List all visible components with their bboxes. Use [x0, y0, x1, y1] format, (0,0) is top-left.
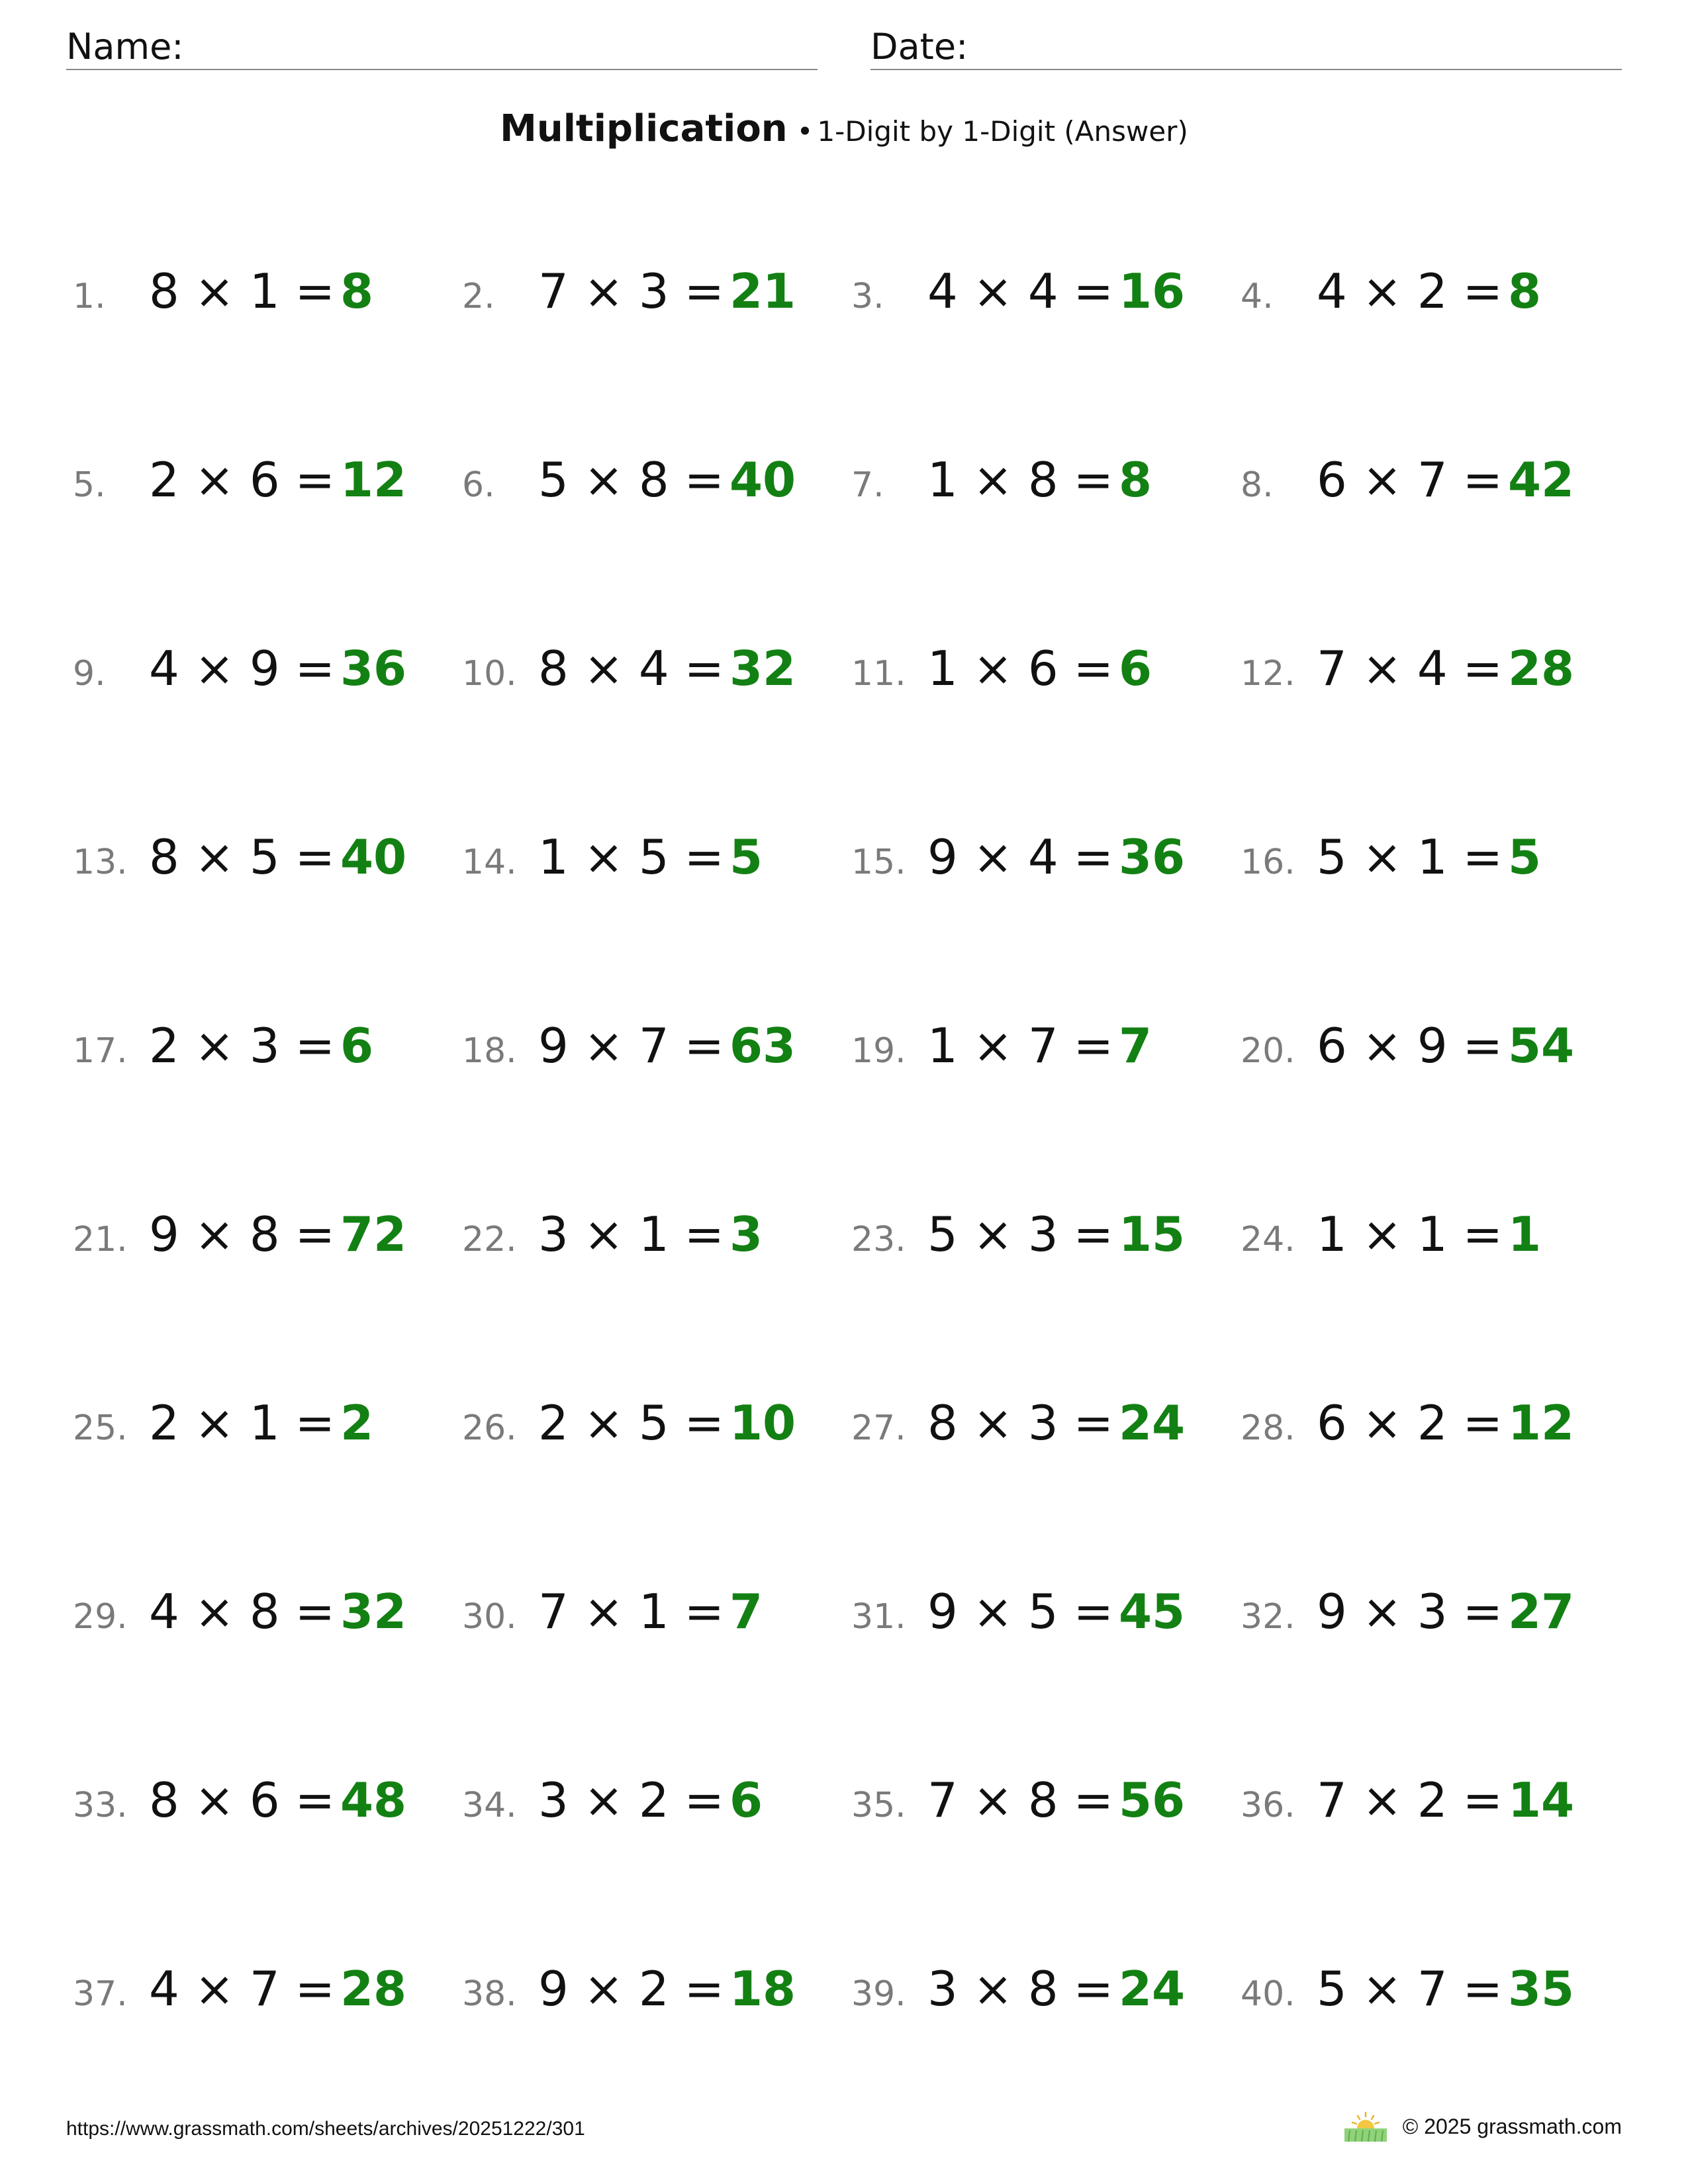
problem-number: 4.	[1241, 277, 1274, 316]
problem-number: 27.	[851, 1408, 906, 1448]
problem-number: 10.	[462, 654, 517, 694]
problem-item	[73, 1949, 462, 2138]
problem-answer: 54	[1507, 1018, 1575, 1073]
problem-expression: 5 × 7 =	[1317, 1961, 1503, 2017]
problem-answer: 28	[1507, 641, 1575, 696]
problem-answer: 8	[1507, 263, 1542, 319]
problem-number: 11.	[851, 654, 906, 694]
problem-item	[1241, 440, 1622, 629]
problem-item	[1241, 1383, 1622, 1572]
problem-answer: 40	[340, 829, 407, 885]
problem-answer: 12	[340, 452, 407, 508]
problem-expression: 9 × 2 =	[538, 1961, 724, 2017]
problem-number: 3.	[851, 277, 884, 316]
problem-answer: 27	[1507, 1584, 1575, 1639]
problem-item	[73, 1195, 462, 1383]
problem-expression: 7 × 3 =	[538, 263, 724, 319]
problem-answer: 40	[729, 452, 796, 508]
problem-number: 25.	[73, 1408, 128, 1448]
problem-expression: 7 × 1 =	[538, 1584, 724, 1639]
problem-answer: 32	[729, 641, 796, 696]
problem-expression: 7 × 8 =	[927, 1772, 1113, 1828]
problem-expression: 9 × 8 =	[149, 1206, 335, 1262]
problem-answer: 35	[1507, 1961, 1575, 2017]
problem-expression: 6 × 7 =	[1317, 452, 1503, 508]
problem-item	[1241, 629, 1622, 817]
problem-item	[1241, 251, 1622, 440]
problem-answer: 56	[1118, 1772, 1186, 1828]
problem-answer: 5	[729, 829, 763, 885]
problem-answer: 45	[1118, 1584, 1186, 1639]
worksheet-title	[0, 106, 1688, 155]
name-label: Name:	[66, 26, 184, 68]
problem-answer: 6	[340, 1018, 374, 1073]
title-main: Multiplication	[500, 107, 788, 150]
problem-expression: 9 × 5 =	[927, 1584, 1113, 1639]
problem-item	[462, 1006, 851, 1195]
problem-number: 39.	[851, 1974, 906, 2014]
problem-item	[462, 1760, 851, 1949]
problem-answer: 24	[1118, 1395, 1186, 1451]
problem-item	[462, 1572, 851, 1760]
problem-answer: 72	[340, 1206, 407, 1262]
problem-answer: 32	[340, 1584, 407, 1639]
problem-item	[462, 251, 851, 440]
name-field[interactable]	[66, 25, 818, 70]
problem-expression: 8 × 1 =	[149, 263, 335, 319]
problem-item	[851, 1760, 1241, 1949]
problem-item	[462, 1195, 851, 1383]
problem-answer: 15	[1118, 1206, 1186, 1262]
problem-number: 35.	[851, 1786, 906, 1825]
problem-number: 13.	[73, 842, 128, 882]
problem-expression: 5 × 8 =	[538, 452, 724, 508]
problem-item	[851, 1949, 1241, 2138]
problem-item	[851, 251, 1241, 440]
problem-expression: 1 × 1 =	[1317, 1206, 1503, 1262]
title-subtitle: 1-Digit by 1-Digit (Answer)	[817, 115, 1188, 148]
problem-answer: 63	[729, 1018, 796, 1073]
problem-item	[73, 629, 462, 817]
problem-answer: 8	[1118, 452, 1152, 508]
problem-item	[851, 440, 1241, 629]
sun-over-grass-icon	[1343, 2110, 1388, 2143]
problem-expression: 1 × 5 =	[538, 829, 724, 885]
problem-number: 2.	[462, 277, 495, 316]
problem-answer: 2	[340, 1395, 374, 1451]
problem-answer: 24	[1118, 1961, 1186, 2017]
problem-item	[462, 817, 851, 1006]
problem-expression: 1 × 7 =	[927, 1018, 1113, 1073]
problem-expression: 2 × 6 =	[149, 452, 335, 508]
problem-answer: 7	[729, 1584, 763, 1639]
problem-number: 34.	[462, 1786, 517, 1825]
problem-expression: 9 × 4 =	[927, 829, 1113, 885]
problem-number: 8.	[1241, 465, 1274, 505]
problem-item	[851, 1383, 1241, 1572]
problem-expression: 7 × 4 =	[1317, 641, 1503, 696]
problem-item	[1241, 1760, 1622, 1949]
problem-item	[73, 1572, 462, 1760]
problem-expression: 5 × 1 =	[1317, 829, 1503, 885]
footer-url: https://www.grassmath.com/sheets/archives/20251222/301	[66, 2118, 585, 2140]
problem-item	[462, 440, 851, 629]
problem-expression: 6 × 2 =	[1317, 1395, 1503, 1451]
problem-answer: 21	[729, 263, 796, 319]
problem-expression: 3 × 1 =	[538, 1206, 724, 1262]
problem-item	[73, 1760, 462, 1949]
problem-expression: 4 × 7 =	[149, 1961, 335, 2017]
problem-number: 12.	[1241, 654, 1295, 694]
problem-item	[851, 1006, 1241, 1195]
problem-item	[851, 817, 1241, 1006]
problem-answer: 12	[1507, 1395, 1575, 1451]
date-label: Date:	[870, 26, 968, 68]
problem-answer: 6	[1118, 641, 1152, 696]
problem-number: 32.	[1241, 1597, 1295, 1637]
problem-number: 1.	[73, 277, 106, 316]
problem-number: 7.	[851, 465, 884, 505]
problem-number: 23.	[851, 1220, 906, 1259]
problem-item	[1241, 1572, 1622, 1760]
problem-answer: 7	[1118, 1018, 1152, 1073]
problem-expression: 7 × 2 =	[1317, 1772, 1503, 1828]
problem-answer: 8	[340, 263, 374, 319]
title-separator: •	[796, 115, 814, 148]
problem-answer: 14	[1507, 1772, 1575, 1828]
problem-number: 6.	[462, 465, 495, 505]
problem-expression: 1 × 6 =	[927, 641, 1113, 696]
problem-answer: 16	[1118, 263, 1186, 319]
problem-item	[73, 817, 462, 1006]
problem-item	[73, 251, 462, 440]
problem-expression: 4 × 9 =	[149, 641, 335, 696]
problem-item	[462, 1949, 851, 2138]
problem-number: 30.	[462, 1597, 517, 1637]
problem-answer: 42	[1507, 452, 1575, 508]
problem-number: 9.	[73, 654, 106, 694]
problem-expression: 8 × 4 =	[538, 641, 724, 696]
problem-expression: 3 × 8 =	[927, 1961, 1113, 2017]
problem-expression: 2 × 1 =	[149, 1395, 335, 1451]
problem-answer: 6	[729, 1772, 763, 1828]
problem-item	[462, 1383, 851, 1572]
problem-grid	[73, 251, 1622, 2138]
problem-expression: 2 × 3 =	[149, 1018, 335, 1073]
problem-number: 29.	[73, 1597, 128, 1637]
problem-answer: 5	[1507, 829, 1542, 885]
problem-answer: 1	[1507, 1206, 1542, 1262]
problem-number: 17.	[73, 1031, 128, 1071]
problem-expression: 9 × 3 =	[1317, 1584, 1503, 1639]
problem-expression: 9 × 7 =	[538, 1018, 724, 1073]
problem-item	[1241, 1006, 1622, 1195]
problem-number: 33.	[73, 1786, 128, 1825]
problem-number: 5.	[73, 465, 106, 505]
problem-number: 38.	[462, 1974, 517, 2014]
problem-answer: 28	[340, 1961, 407, 2017]
problem-number: 24.	[1241, 1220, 1295, 1259]
problem-expression: 3 × 2 =	[538, 1772, 724, 1828]
problem-expression: 6 × 9 =	[1317, 1018, 1503, 1073]
problem-number: 26.	[462, 1408, 517, 1448]
problem-number: 36.	[1241, 1786, 1295, 1825]
problem-number: 14.	[462, 842, 517, 882]
problem-number: 40.	[1241, 1974, 1295, 2014]
problem-item	[73, 440, 462, 629]
problem-answer: 36	[1118, 829, 1186, 885]
problem-expression: 8 × 6 =	[149, 1772, 335, 1828]
problem-expression: 4 × 4 =	[927, 263, 1113, 319]
problem-expression: 1 × 8 =	[927, 452, 1113, 508]
problem-answer: 10	[729, 1395, 796, 1451]
footer-brand	[1343, 2110, 1622, 2143]
problem-expression: 8 × 3 =	[927, 1395, 1113, 1451]
problem-answer: 36	[340, 641, 407, 696]
problem-number: 22.	[462, 1220, 517, 1259]
problem-number: 21.	[73, 1220, 128, 1259]
problem-expression: 4 × 8 =	[149, 1584, 335, 1639]
problem-answer: 18	[729, 1961, 796, 2017]
problem-item	[462, 629, 851, 817]
problem-item	[851, 629, 1241, 817]
problem-item	[851, 1572, 1241, 1760]
problem-answer: 3	[729, 1206, 763, 1262]
problem-number: 28.	[1241, 1408, 1295, 1448]
problem-expression: 2 × 5 =	[538, 1395, 724, 1451]
problem-answer: 48	[340, 1772, 407, 1828]
problem-number: 19.	[851, 1031, 906, 1071]
problem-number: 18.	[462, 1031, 517, 1071]
problem-item	[1241, 1195, 1622, 1383]
problem-number: 15.	[851, 842, 906, 882]
footer-copyright: © 2025 grassmath.com	[1402, 2114, 1622, 2138]
problem-number: 31.	[851, 1597, 906, 1637]
date-field[interactable]	[870, 25, 1622, 70]
problem-expression: 4 × 2 =	[1317, 263, 1503, 319]
problem-number: 37.	[73, 1974, 128, 2014]
problem-number: 16.	[1241, 842, 1295, 882]
problem-expression: 8 × 5 =	[149, 829, 335, 885]
problem-expression: 5 × 3 =	[927, 1206, 1113, 1262]
problem-number: 20.	[1241, 1031, 1295, 1071]
problem-item	[1241, 817, 1622, 1006]
problem-item	[73, 1006, 462, 1195]
problem-item	[73, 1383, 462, 1572]
problem-item	[851, 1195, 1241, 1383]
